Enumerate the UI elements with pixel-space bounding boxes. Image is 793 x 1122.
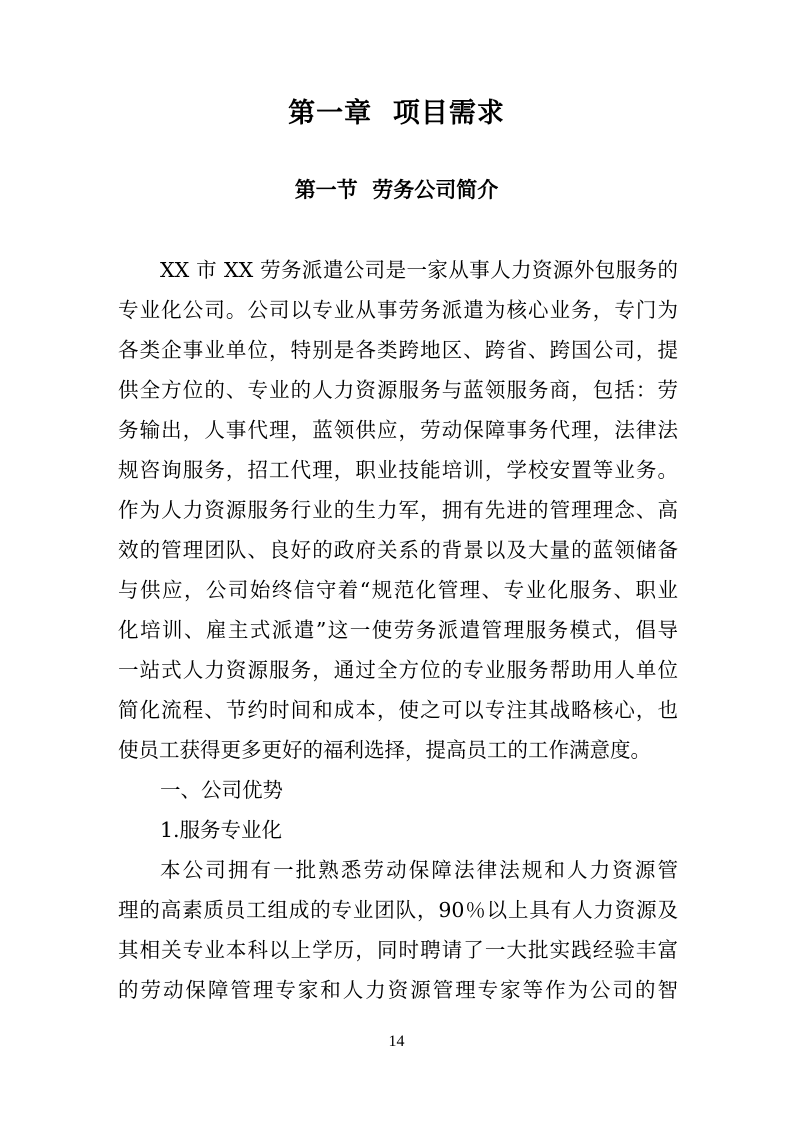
paragraph-line: XX 市 XX 劳务派遣公司是一家从事人力资源外包服务的 [160,258,678,282]
advantage-paragraph [118,850,678,1010]
paragraph-line: 作为人力资源服务行业的生力军，拥有先进的管理理念、高 [118,498,678,522]
advantages-heading-block [118,770,678,850]
paragraph-line: 与供应，公司始终信守着“规范化管理、专业化服务、职业 [118,578,678,602]
paragraph-line: 效的管理团队、良好的政府关系的背景以及大量的蓝领储备 [118,538,678,562]
paragraph-line: 理的高素质员工组成的专业团队，90％以上具有人力资源及 [118,898,678,922]
paragraph-line: 各类企事业单位，特别是各类跨地区、跨省、跨国公司，提 [118,338,678,362]
paragraph-line: 简化流程、节约时间和成本，使之可以专注其战略核心，也 [118,698,678,722]
sub-subheading: 1.服务专业化 [160,818,283,842]
chapter-title: 第一章 项目需求 [288,98,505,129]
paragraph-line: 的劳动保障管理专家和人力资源管理专家等作为公司的智 [118,978,678,1002]
subheading: 一、公司优势 [160,778,283,802]
paragraph-line: 供全方位的、专业的人力资源服务与蓝领服务商，包括：劳 [118,378,678,402]
paragraph-line: 规咨询服务，招工代理，职业技能培训，学校安置等业务。 [118,458,678,482]
paragraph-line: 一站式人力资源服务，通过全方位的专业服务帮助用人单位 [118,658,678,682]
paragraph-line: 务输出，人事代理，蓝领供应，劳动保障事务代理，法律法 [118,418,678,442]
paragraph-line: 专业化公司。公司以专业从事劳务派遣为核心业务，专门为 [118,298,678,322]
paragraph-line: 化培训、雇主式派遣”这一使劳务派遣管理服务模式，倡导 [118,618,678,642]
paragraph-line: 其相关专业本科以上学历，同时聘请了一大批实践经验丰富 [118,938,678,962]
paragraph-line: 本公司拥有一批熟悉劳动保障法律法规和人力资源管 [160,858,678,882]
section-title: 第一节 劳务公司简介 [294,178,499,202]
page-number: 14 [388,1033,405,1050]
intro-paragraph [118,250,678,770]
paragraph-line: 使员工获得更多更好的福利选择，提高员工的工作满意度。 [118,738,651,762]
